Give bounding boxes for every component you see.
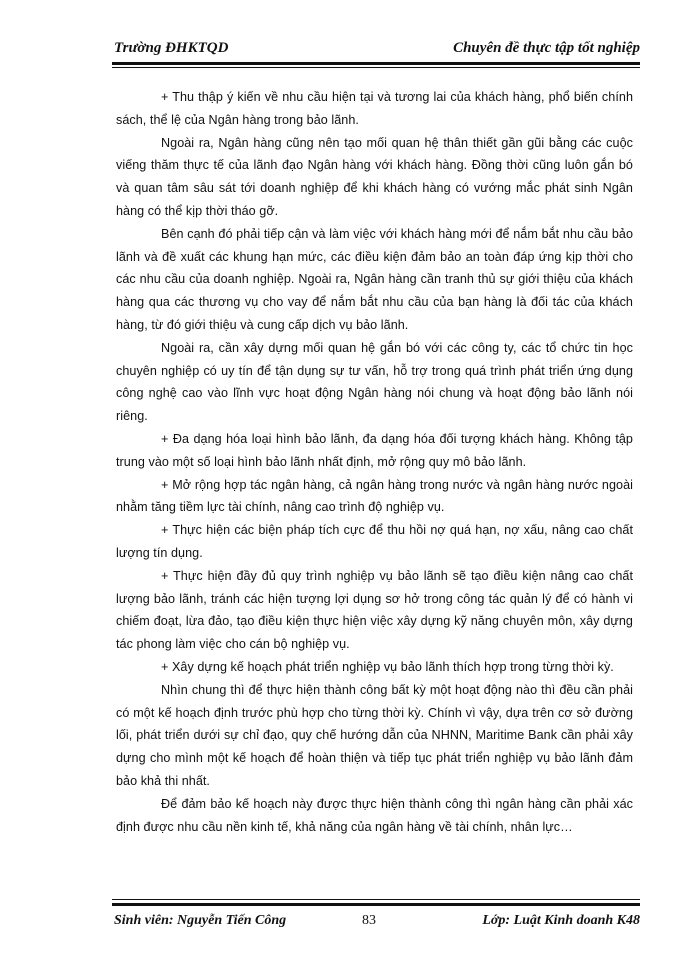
header-rule-thin [112, 67, 640, 68]
paragraph: + Thực hiện đầy đủ quy trình nghiệp vụ bảo lãnh sẽ tạo điều kiện nâng cao chất lượng bảo lãnh, tránh các hiện tượng lợi dụng sơ hở trong công tác quản lý để có hành vi chiếm đoạt, lừa đảo, tạo điều kiện thực hiện việc xây dựng kỹ năng chuyên môn, xây dựng tác phong làm việc cho cán bộ nghiệp vụ. [116, 568, 633, 652]
footer-rule-thick [112, 903, 640, 906]
footer-student: Sinh viên: Nguyễn Tiến Công [114, 913, 287, 928]
page-footer [112, 899, 640, 939]
paragraph: Nhìn chung thì để thực hiện thành công bất kỳ một hoạt động nào thì đều cần phải có một kế hoạch định trước phù hợp cho từng thời kỳ. Chính vì vậy, dựa trên cơ sở đường lối, phát triển dưới sự chỉ đạo, quy chế hướng dẫn của NHNN, Maritime Bank cần phải xây dựng cho mình một kế hoạch để hoàn thiện và tiếp tục phát triển nghiệp vụ bảo lãnh đảm bảo khả thi nhất. [116, 682, 633, 788]
header-school: Trường ĐHKTQD [114, 40, 229, 56]
paragraph: Bên cạnh đó phải tiếp cận và làm việc với khách hàng mới để nắm bắt nhu cầu bảo lãnh và đề xuất các khung hạn mức, các điều kiện đảm bảo an toàn đáp ứng kịp thời cho các nhu cầu của doanh nghiệp. Ngoài ra, Ngân hàng cần tranh thủ sự giới thiệu của khách hàng qua các thương vụ cho vay để nắm bắt nhu cầu của bạn hàng là đối tác của khách hàng, từ đó giới thiệu và cung cấp dịch vụ bảo lãnh. [116, 226, 633, 332]
header-rule-thick [112, 62, 640, 65]
footer-rule-thin [112, 899, 640, 900]
paragraph: + Xây dựng kế hoạch phát triển nghiệp vụ bảo lãnh thích hợp trong từng thời kỳ. [161, 659, 614, 674]
document-body [116, 86, 633, 838]
page-number: 83 [362, 913, 376, 928]
paragraph: Ngoài ra, cần xây dựng mối quan hệ gắn bó với các công ty, các tổ chức tin học chuyên nghiệp có uy tín để tận dụng sự tư vấn, hỗ trợ trong quá trình phát triển ứng dụng công nghệ cao vào lĩnh vực hoạt động Ngân hàng nói chung và hoạt động bảo lãnh nói riêng. [116, 340, 633, 424]
page-header [112, 38, 640, 62]
footer-class: Lớp: Luật Kinh doanh K48 [482, 913, 640, 928]
paragraph: + Mở rộng hợp tác ngân hàng, cả ngân hàng trong nước và ngân hàng nước ngoài nhằm tăng tiềm lực tài chính, nâng cao trình độ nghiệp vụ. [116, 477, 633, 515]
paragraph: + Đa dạng hóa loại hình bảo lãnh, đa dạng hóa đối tượng khách hàng. Không tập trung vào một số loại hình bảo lãnh nhất định, mở rộng quy mô bảo lãnh. [116, 431, 633, 469]
paragraph: + Thực hiện các biện pháp tích cực để thu hồi nợ quá hạn, nợ xấu, nâng cao chất lượng tín dụng. [116, 523, 633, 560]
header-title: Chuyên đề thực tập tốt nghiệp [453, 40, 640, 56]
paragraph: Để đảm bảo kế hoạch này được thực hiện thành công thì ngân hàng cần phải xác định được nhu cầu nền kinh tế, khả năng của ngân hàng về tài chính, nhân lực… [116, 796, 633, 834]
paragraph: Ngoài ra, Ngân hàng cũng nên tạo mối quan hệ thân thiết gần gũi bằng các cuộc viếng thăm thực tế của lãnh đạo Ngân hàng với khách hàng. Đồng thời cũng luôn gắn bó và quan tâm sâu sát tới doanh nghiệp để khi khách hàng có vướng mắc phát sinh Ngân hàng có thể kịp thời tháo gỡ. [116, 135, 633, 218]
paragraph: + Thu thập ý kiến về nhu cầu hiện tại và tương lai của khách hàng, phổ biến chính sách, thể lệ của Ngân hàng trong bảo lãnh. [116, 90, 633, 127]
